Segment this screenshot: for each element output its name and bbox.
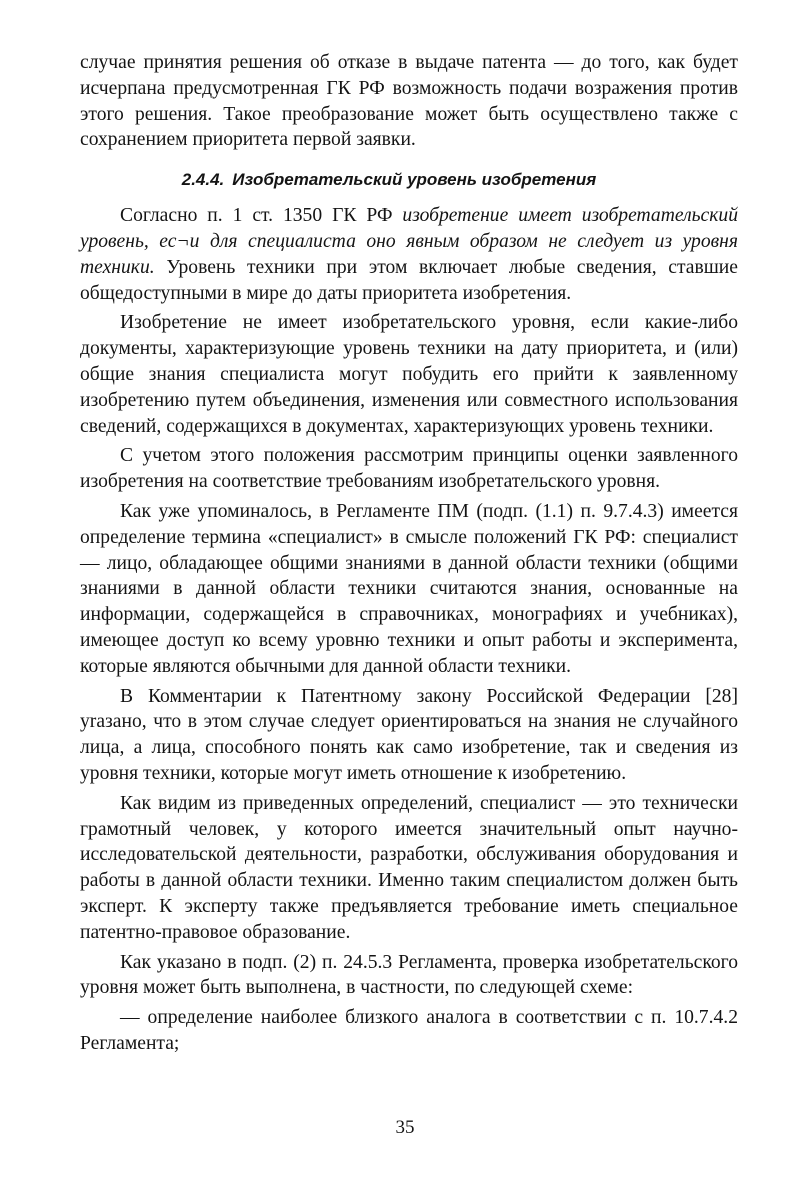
list-item: — определение наиболее близкого аналога в соответствии с п. 10.7.4.2 Регламента;: [80, 1007, 738, 1054]
paragraph: Как уже упоминалось, в Регламенте ПМ (подп. (1.1) п. 9.7.4.3) имеется определение термина «специалист» в смысле положений ГК РФ: специалист — лицо, обладающее общими знаниями в данной области техники (общими знаниями в данной области техники считаются знания, основанные на информации, содержащейся в справочниках, монографиях и учебниках), имеющее доступ ко всему уровню техники и опыт работы и эксперимента, которые являются обычными для данной области техники.: [80, 500, 738, 677]
paragraph: Как видим из приведенных определений, специалист — это технически грамотный человек, у которого имеется значительный опыт научно-исследовательской деятельности, разработки, обслуживания оборудования и работы в данной области техники. Именно таким специалистом должен быть эксперт. К эксперту также предъявляется требование иметь специальное патентно-правовое образование.: [80, 792, 738, 943]
paragraph-definition-start: Согласно п. 1 ст. 1350 ГК РФ: [120, 205, 403, 227]
page-content: [80, 50, 738, 1057]
section-number: 2.4.4.: [181, 170, 225, 190]
paragraph-definition: [80, 203, 738, 306]
section-heading: [80, 169, 738, 191]
paragraph: Изобретение не имеет изобретательского уровня, если какие-либо документы, характеризующие уровень техники на дату приоритета, и (или) общие знания специалиста могут побудить его прийти к заявленному изобретению путем объединения, изменения или совместного использования сведений, содержащихся в документах, характеризующих уровень техники.: [80, 312, 738, 437]
paragraph-definition-italic: изобретение имеет изобретательский уровень, ес¬и для специалиста оно явным образом не следует из уровня техники.: [80, 205, 739, 278]
paragraph-definition-end: Уровень техники при этом включает любые сведения, ставшие общедоступными в мире до даты приоритета изобретения.: [80, 256, 738, 304]
paragraph: Как указано в подп. (2) п. 24.5.3 Регламента, проверка изобретательского уровня может быть выполнена, в частности, по следующей схеме:: [80, 951, 738, 999]
paragraph-continuation: случае принятия решения об отказе в выдаче патента — до того, как будет исчерпана предусмотренная ГК РФ возможность подачи возражения против этого решения. Такое преобразование может быть осуществлено также с сохранением приоритета первой заявки.: [80, 52, 738, 151]
page-number: 35: [395, 1117, 415, 1138]
section-title: Изобретательский уровень изобретения: [232, 170, 597, 190]
paragraph: С учетом этого положения рассмотрим принципы оценки заявленного изобретения на соответствие требованиям изобретательского уровня.: [80, 445, 738, 493]
paragraph: В Комментарии к Патентному закону Российской Федерации [28] уrазано, что в этом случае следует ориентироваться на знания не случайного лица, а лица, способного понять как само изобретение, так и сведения из уровня техники, которые могут иметь отношение к изобретению.: [80, 685, 738, 784]
